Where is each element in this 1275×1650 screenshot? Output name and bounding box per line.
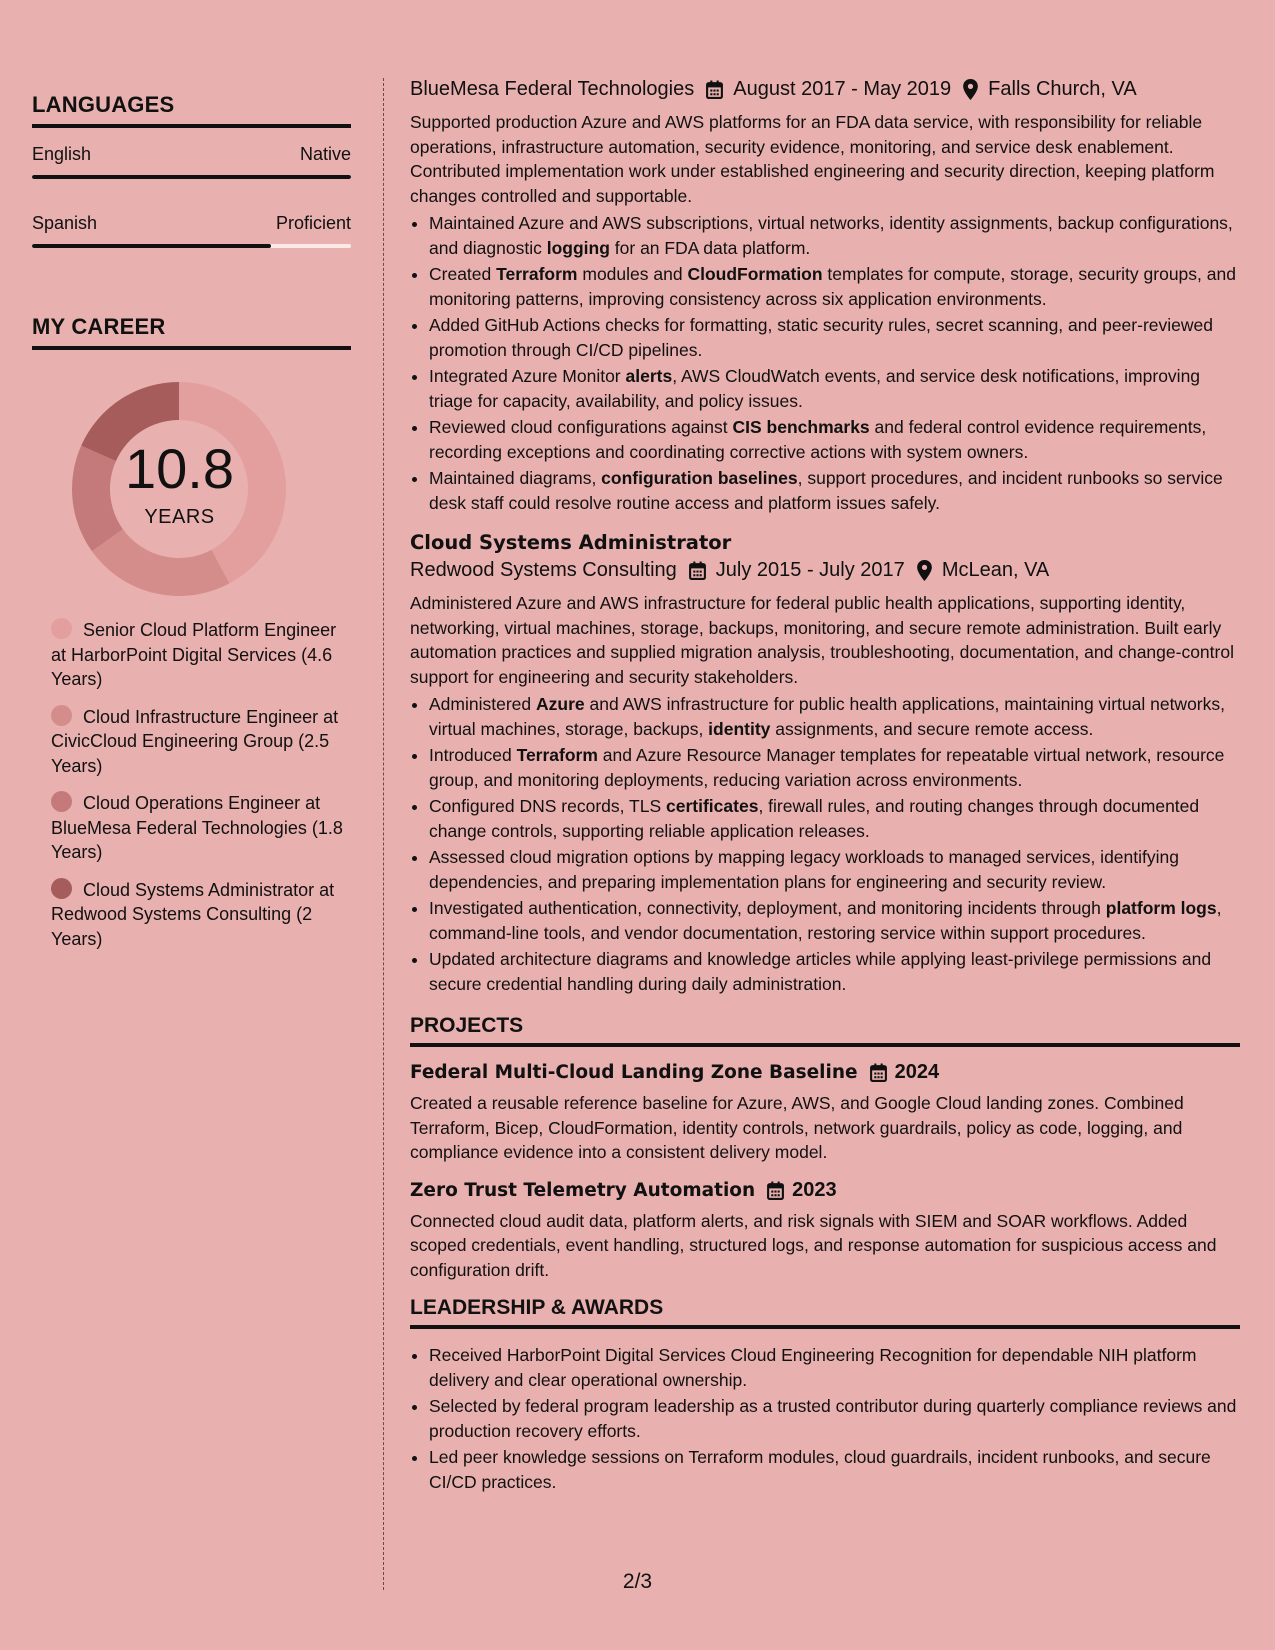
bullet-text: Investigated authentication, connectivity, deployment, and monitoring incidents through [429,898,1106,918]
project-description: Created a reusable reference baseline for Azure, AWS, and Google Cloud landing zones. Combined Terraform, Bicep, CloudFormation, identity controls, network guardrails, policy as code, logging, and compliance evidence into a consistent delivery model. [410,1093,1184,1162]
leadership-title: LEADERSHIP & AWARDS [410,1296,1240,1329]
map-pin-icon [963,79,978,100]
language-row [32,213,351,234]
bullet-text: Configured DNS records, TLS [429,796,667,816]
job-redwood [410,531,1240,996]
project-header [410,1061,1240,1084]
legend-label: Cloud Systems Administrator at Redwood Systems Consulting (2 Years) [51,879,335,949]
language-bar-fill [32,175,351,179]
legend-item [51,618,351,692]
bullet-text: Introduced [429,745,517,765]
legend-dot [51,791,72,812]
language-name: Spanish [32,213,98,233]
bullet-bold: Terraform [516,745,598,765]
bullet-text: , support procedures, and incident runbooks so service desk staff could resolve routine access and platform issues safely. [429,468,1223,513]
job-meta [410,559,1240,582]
bullet-text: modules and [577,264,688,284]
calendar-icon [706,80,723,99]
bullet-item [429,262,1240,311]
bullet-text: for an FDA data platform. [609,237,811,258]
bullet-text: and federal control evidence requirements, recording exceptions and coordinating corrective actions with system owners. [429,417,1207,462]
map-pin-icon [917,560,932,581]
leadership-list [410,1343,1240,1494]
legend-label: Cloud Operations Engineer at BlueMesa Federal Technologies (1.8 Years) [51,793,343,862]
right-column [410,78,1240,1496]
bullet-text: Administered [429,694,536,714]
language-level: Native [299,144,351,164]
job-company: Redwood Systems Consulting [410,559,677,581]
bullet-bold: configuration baselines [601,468,798,488]
bullet-text: assignments, and secure remote access. [770,718,1094,739]
project-year: 2024 [894,1061,940,1083]
job-meta [410,78,1240,101]
bullet-text: Updated architecture diagrams and knowledge articles while applying least-privilege permissions and secure credential handling during daily administration. [429,949,1212,994]
bullet-bold: Terraform [496,264,578,284]
calendar-icon [870,1063,887,1082]
language-bar-fill [32,244,271,248]
bullet-item [429,364,1240,413]
bullet-bold: CIS benchmarks [732,417,870,437]
bullet-text: and Azure Resource Manager templates for repeatable virtual network, resource group, and monitoring deployments, reducing variation across environments. [429,745,1225,790]
languages-section [32,92,351,248]
project-description: Connected cloud audit data, platform alerts, and risk signals with SIEM and SOAR workflows. Added scoped credentials, event handling, structured logs, and response automation for suspicious access and configuration drift. [410,1210,1217,1280]
job-location: Falls Church, VA [988,78,1137,100]
calendar-icon [767,1181,784,1200]
career-section [32,314,351,951]
career-legend [32,618,351,951]
legend-label: Senior Cloud Platform Engineer at HarborPoint Digital Services (4.6 Years) [51,620,337,689]
career-title: MY CAREER [32,314,351,350]
bullet-text: , AWS CloudWatch events, and service desk notifications, improving triage for capacity, availability, and policy issues. [429,366,1201,411]
language-row [32,144,351,165]
bullet-item [429,947,1240,996]
bullet-bold: identity [708,718,771,739]
bullet-item [429,845,1240,894]
job-company: BlueMesa Federal Technologies [410,78,695,100]
language-bar [32,175,351,179]
job-dates: July 2015 - July 2017 [715,559,905,581]
bullet-item [429,794,1240,843]
bullet-text: , firewall rules, and routing changes through documented change controls, supporting reliable application releases. [429,796,1200,841]
bullet-text: Integrated Azure Monitor [429,366,626,386]
legend-item [51,705,351,779]
career-total: 10.8 [125,437,234,500]
projects-title: PROJECTS [410,1014,1240,1047]
bullet-text: Added GitHub Actions checks for formatting, static security rules, secret scanning, and peer-reviewed promotion through CI/CD pipelines. [429,315,1213,360]
job-location: McLean, VA [941,559,1050,581]
projects-section [410,1014,1240,1282]
legend-item [51,878,351,952]
bullet-text: and AWS infrastructure for public health applications, maintaining virtual networks, virtual machines, storage, backups, [429,694,1225,739]
language-level: Proficient [275,213,351,233]
bullet-text: Assessed cloud migration options by mapping legacy workloads to managed services, identifying dependencies, and preparing implementation plans for engineering and security review. [429,847,1179,892]
bullet-item [429,313,1240,362]
job-description: Administered Azure and AWS infrastructure for federal public health applications, supporting identity, networking, virtual machines, storage, backups, monitoring, and secure remote administration. Built early automation practices and supplied migration analysis, troubleshooting, documentation, and change-control support for engineering and security stakeholders. [410,593,1234,687]
career-unit: YEARS [144,506,215,528]
leadership-section [410,1296,1240,1494]
job-dates: August 2017 - May 2019 [733,78,952,100]
legend-label: Cloud Infrastructure Engineer at CivicCloud Engineering Group (2.5 Years) [51,706,339,776]
award-item: • Received HarborPoint Digital Services Cloud Engineering Recognition for dependable NIH platform delivery and clear operational ownership. [429,1343,1240,1392]
job-bullets [410,692,1240,996]
career-donut-chart [32,366,332,606]
bullet-text: Maintained Azure and AWS subscriptions, virtual networks, identity assignments, backup configurations, and diagnostic [429,213,1233,258]
bullet-text: , command-line tools, and vendor documentation, restoring service within support procedures. [429,898,1222,943]
legend-dot [51,878,72,899]
bullet-bold: platform logs [1105,898,1217,918]
award-item: • Selected by federal program leadership as a trusted contributor during quarterly compliance reviews and production recovery efforts. [429,1394,1240,1443]
bullet-text: Maintained diagrams, [429,468,602,488]
legend-item [51,791,351,865]
legend-dot [51,705,72,726]
project-year: 2023 [792,1178,837,1201]
bullet-item [429,692,1240,741]
calendar-icon [689,561,706,580]
bullet-bold: Azure [536,694,585,714]
job-description: Supported production Azure and AWS platforms for an FDA data service, with responsibility for reliable operations, infrastructure automation, security evidence, monitoring, and service desk enablement. Contributed implementation work under established engineering and security direction, keeping platform changes controlled and supportable. [410,112,1215,206]
bullet-item [429,743,1240,792]
legend-dot [51,618,72,639]
project-header [410,1179,1240,1202]
bullet-item [429,896,1240,945]
bullet-item [429,466,1240,515]
job-bullets [410,211,1240,515]
bullet-bold: logging [546,237,610,258]
project-name: Federal Multi-Cloud Landing Zone Baseline [410,1062,858,1083]
bullet-bold: certificates [666,796,759,816]
bullet-text: Created [429,264,497,284]
job-bluemesa [410,78,1240,515]
languages-title: LANGUAGES [32,92,351,128]
language-name: English [32,144,92,164]
left-column [32,92,351,964]
bullet-bold: alerts [625,366,673,386]
language-bar [32,244,351,248]
award-item: • Led peer knowledge sessions on Terraform modules, cloud guardrails, incident runbooks, and secure CI/CD practices. [429,1445,1240,1494]
job-title: Cloud Systems Administrator [410,531,732,554]
bullet-bold: CloudFormation [687,264,823,284]
bullet-item [429,211,1240,260]
bullet-text: Reviewed cloud configurations against [429,417,733,437]
project-name: Zero Trust Telemetry Automation [410,1179,756,1201]
bullet-text: templates for compute, storage, security groups, and monitoring patterns, improving consistency across six application environments. [429,264,1236,309]
donut-slice [92,529,229,596]
page-number: 2/3 [622,1570,653,1593]
bullet-item [429,415,1240,464]
column-divider [383,78,384,1590]
